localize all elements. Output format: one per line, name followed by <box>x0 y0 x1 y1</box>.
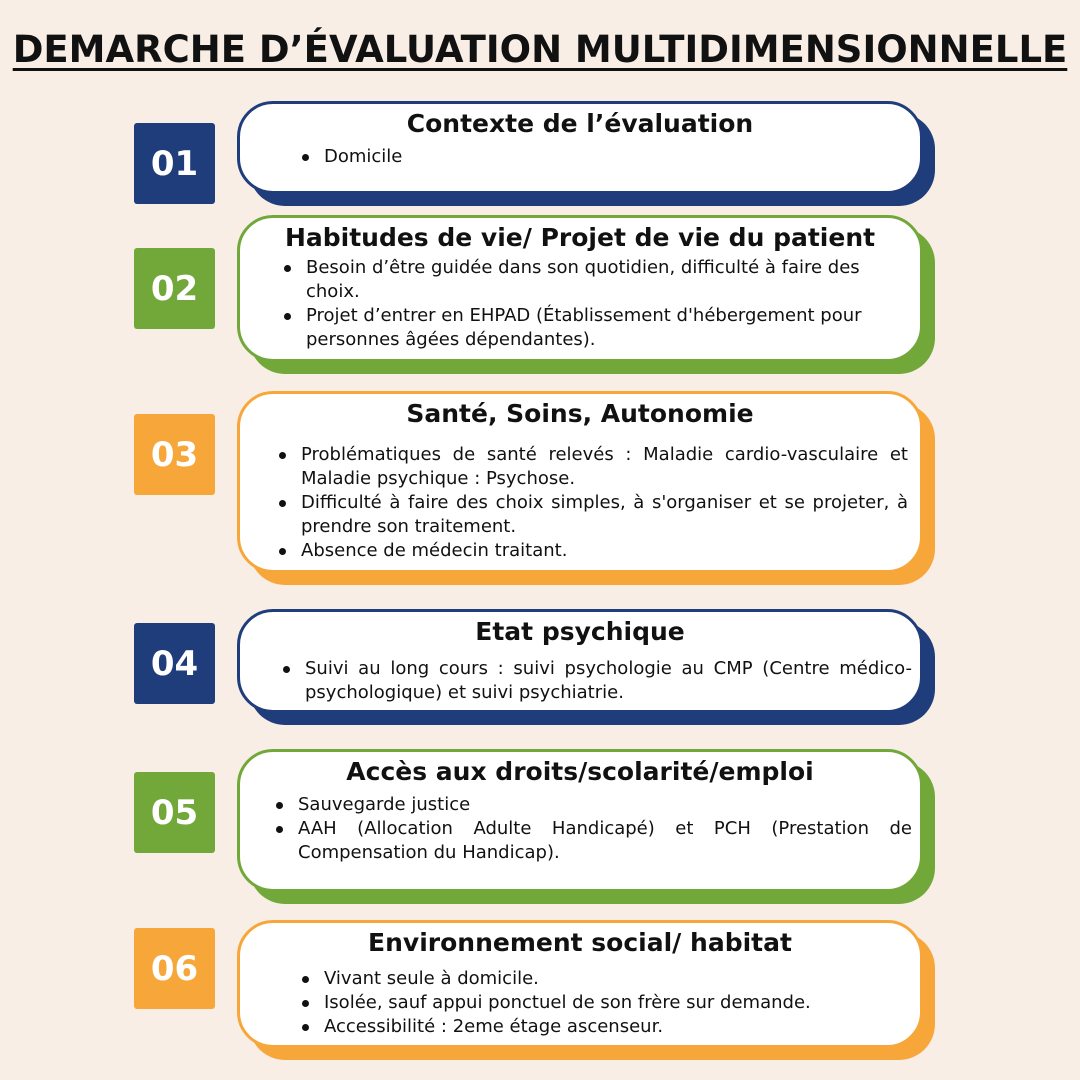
step-list <box>298 967 910 1039</box>
list-item: Projet d’entrer en EHPAD (Établissement d'hébergement pour personnes âgées dépendantes). <box>280 304 890 352</box>
step-card <box>237 920 935 1060</box>
card-body <box>237 391 923 573</box>
step-card <box>237 391 935 585</box>
step-title: Contexte de l’évaluation <box>406 109 754 138</box>
step-number-badge: 02 <box>134 248 215 329</box>
step-card <box>237 609 935 725</box>
list-item: Suivi au long cours : suivi psychologie au CMP (Centre médico-psychologique) et suivi psychiatrie. <box>279 657 912 705</box>
step-card <box>237 215 935 374</box>
card-body <box>237 749 923 892</box>
step-number-badge: 06 <box>134 928 215 1009</box>
step-title: Etat psychique <box>475 617 685 646</box>
list-item: AAH (Allocation Adulte Handicapé) et PCH (Prestation de Compensation du Handicap). <box>272 817 912 865</box>
list-item: Absence de médecin traitant. <box>275 539 908 563</box>
list-item: Sauvegarde justice <box>272 793 912 817</box>
step-number-badge: 04 <box>134 623 215 704</box>
list-item: Problématiques de santé relevés : Maladie cardio-vasculaire et Maladie psychique : Psychose. <box>275 443 908 491</box>
step-title: Environnement social/ habitat <box>368 928 792 957</box>
list-item: Domicile <box>298 145 920 169</box>
step-number-badge: 03 <box>134 414 215 495</box>
card-body <box>237 920 923 1048</box>
step-card <box>237 749 935 904</box>
step-list <box>272 793 912 865</box>
step-list <box>279 657 912 705</box>
step-list <box>280 256 890 352</box>
card-body <box>237 101 923 194</box>
step-title: Habitudes de vie/ Projet de vie du patient <box>284 223 876 252</box>
step-number-badge: 05 <box>134 772 215 853</box>
list-item: Accessibilité : 2eme étage ascenseur. <box>298 1015 910 1039</box>
list-item: Besoin d’être guidée dans son quotidien, difficulté à faire des choix. <box>280 256 890 304</box>
step-title: Santé, Soins, Autonomie <box>406 399 754 428</box>
page-title: DEMARCHE D’ÉVALUATION MULTIDIMENSIONNELLE <box>12 28 1068 71</box>
step-list <box>298 145 920 169</box>
card-body <box>237 609 923 713</box>
list-item: Vivant seule à domicile. <box>298 967 910 991</box>
step-list <box>275 443 908 563</box>
step-card <box>237 101 935 206</box>
list-item: Difficulté à faire des choix simples, à s'organiser et se projeter, à prendre son traitement. <box>275 491 908 539</box>
card-body <box>237 215 923 362</box>
step-title: Accès aux droits/scolarité/emploi <box>346 757 814 786</box>
step-number-badge: 01 <box>134 123 215 204</box>
list-item: Isolée, sauf appui ponctuel de son frère sur demande. <box>298 991 910 1015</box>
